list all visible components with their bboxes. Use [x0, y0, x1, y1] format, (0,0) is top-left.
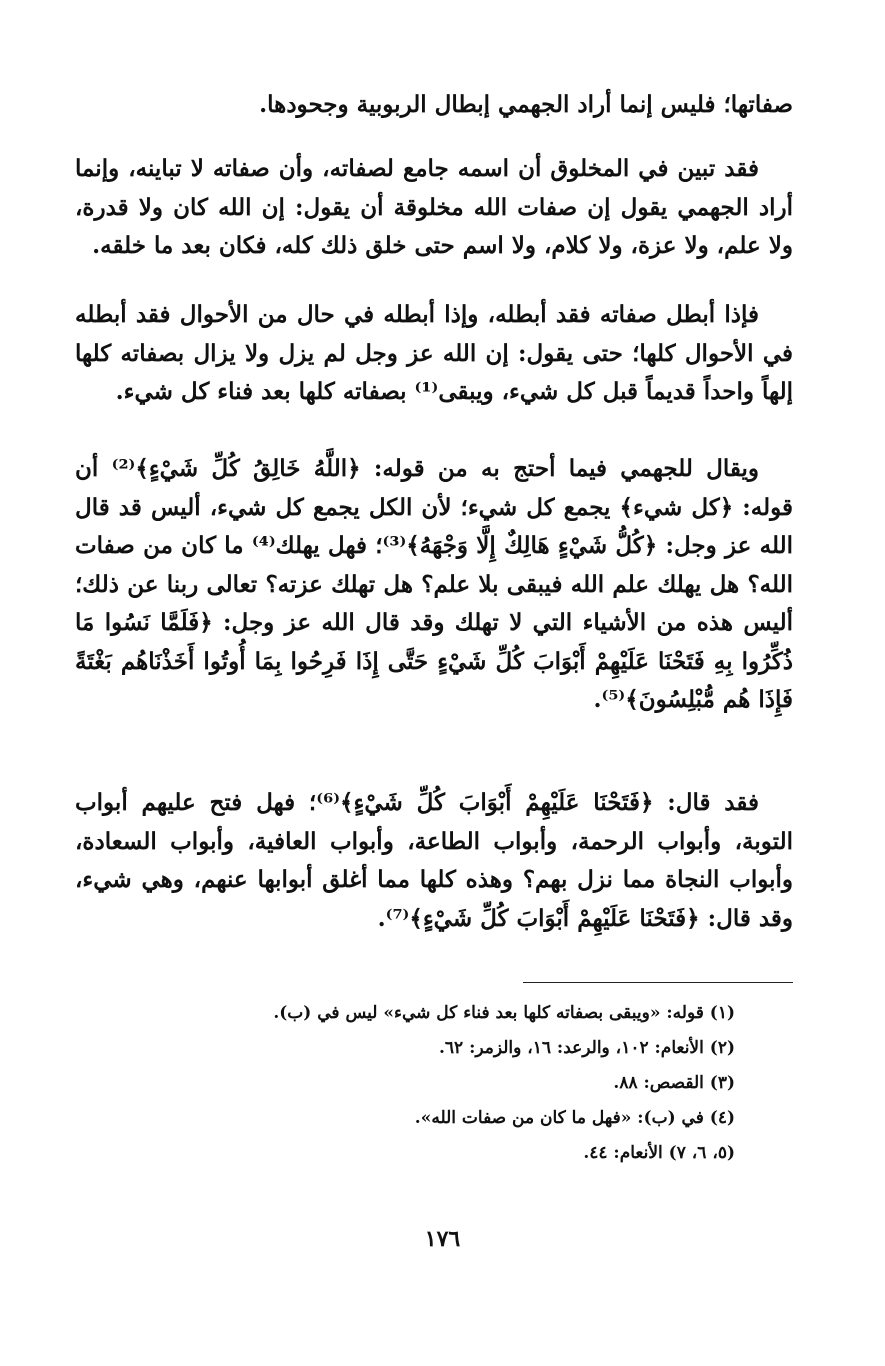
page-number: ١٧٦: [424, 1226, 461, 1252]
footnote-separator: [523, 982, 793, 983]
paragraph-opened-gates: فقد قال: ﴿فَتَحْنَا عَلَيْهِمْ أَبْوَابَ كُلِّ شَيْءٍ﴾⁽⁶⁾؛ فهل فتح عليهم أبواب التوبة، وأبواب الرحمة، وأبواب الطاعة، وأبواب العافية، وأبواب السعادة، وأبواب النجاة مما نزل بهم؟ وهذه كلها مما أغلق أبوابها عنهم، وهي شيء، وقد قال: ﴿فَتَحْنَا عَلَيْهِمْ أَبْوَابَ كُلِّ شَيْءٍ﴾⁽⁷⁾.: [75, 789, 793, 932]
footnote-3: (٣) القصص: ٨٨.: [613, 1073, 735, 1093]
footnote-1: (١) قوله: «ويبقى بصفاته كلها بعد فناء كل شيء» ليس في (ب).: [273, 1003, 735, 1023]
paragraph-names-and-attributes: فقد تبين في المخلوق أن اسمه جامع لصفاته، وأن صفاته لا تباينه، وإنما أراد الجهمي يقول إن صفات الله مخلوقة أن يقول: إن الله كان ولا قدرة، ولا علم، ولا عزة، ولا كلام، ولا اسم حتى خلق ذلك كله، فكان بعد ما خلقه.: [75, 155, 793, 259]
paragraph-continuation: صفاتها؛ فليس إنما أراد الجهمي إبطال الربوبية وجحودها.: [259, 91, 793, 118]
footnote-4: (٤) في (ب): «فهل ما كان من صفات الله».: [414, 1108, 735, 1128]
footnote-2: (٢) الأنعام: ١٠٢، والرعد: ١٦، والزمر: ٦٢.: [438, 1038, 735, 1058]
footnotes: [95, 996, 735, 1171]
paragraph-every-thing: ويقال للجهمي فيما أحتج به من قوله: ﴿اللَّهُ خَالِقُ كُلِّ شَيْءٍ﴾⁽²⁾ أن قوله: ﴿كل شيء﴾ يجمع كل شيء؛ لأن الكل يجمع كل شيء، أليس قد قال الله عز وجل: ﴿كُلُّ شَيْءٍ هَالِكٌ إِلَّا وَجْهَهُ﴾⁽³⁾؛ فهل يهلك⁽⁴⁾ ما كان من صفات الله؟ هل يهلك علم الله فيبقى بلا علم؟ هل تهلك عزته؟ تعالى ربنا عن ذلك؛ أليس هذه من الأشياء التي لا تهلك وقد قال الله عز وجل: ﴿فَلَمَّا نَسُوا مَا ذُكِّرُوا بِهِ فَتَحْنَا عَلَيْهِمْ أَبْوَابَ كُلِّ شَيْءٍ حَتَّى إِذَا فَرِحُوا بِمَا أُوتُوا أَخَذْنَاهُم بَغْتَةً فَإِذَا هُم مُّبْلِسُونَ﴾⁽⁵⁾.: [75, 455, 794, 713]
footnote-5-6-7: (٥، ٦، ٧) الأنعام: ٤٤.: [583, 1143, 735, 1163]
paragraph-eternal-attributes: فإذا أبطل صفاته فقد أبطله، وإذا أبطله في حال من الأحوال فقد أبطله في الأحوال كلها؛ حتى يقول: إن الله عز وجل لم يزل ولا يزال بصفاته كلها إلهاً واحداً قديماً قبل كل شيء، ويبقى⁽¹⁾ بصفاته كلها بعد فناء كل شيء.: [75, 301, 793, 405]
